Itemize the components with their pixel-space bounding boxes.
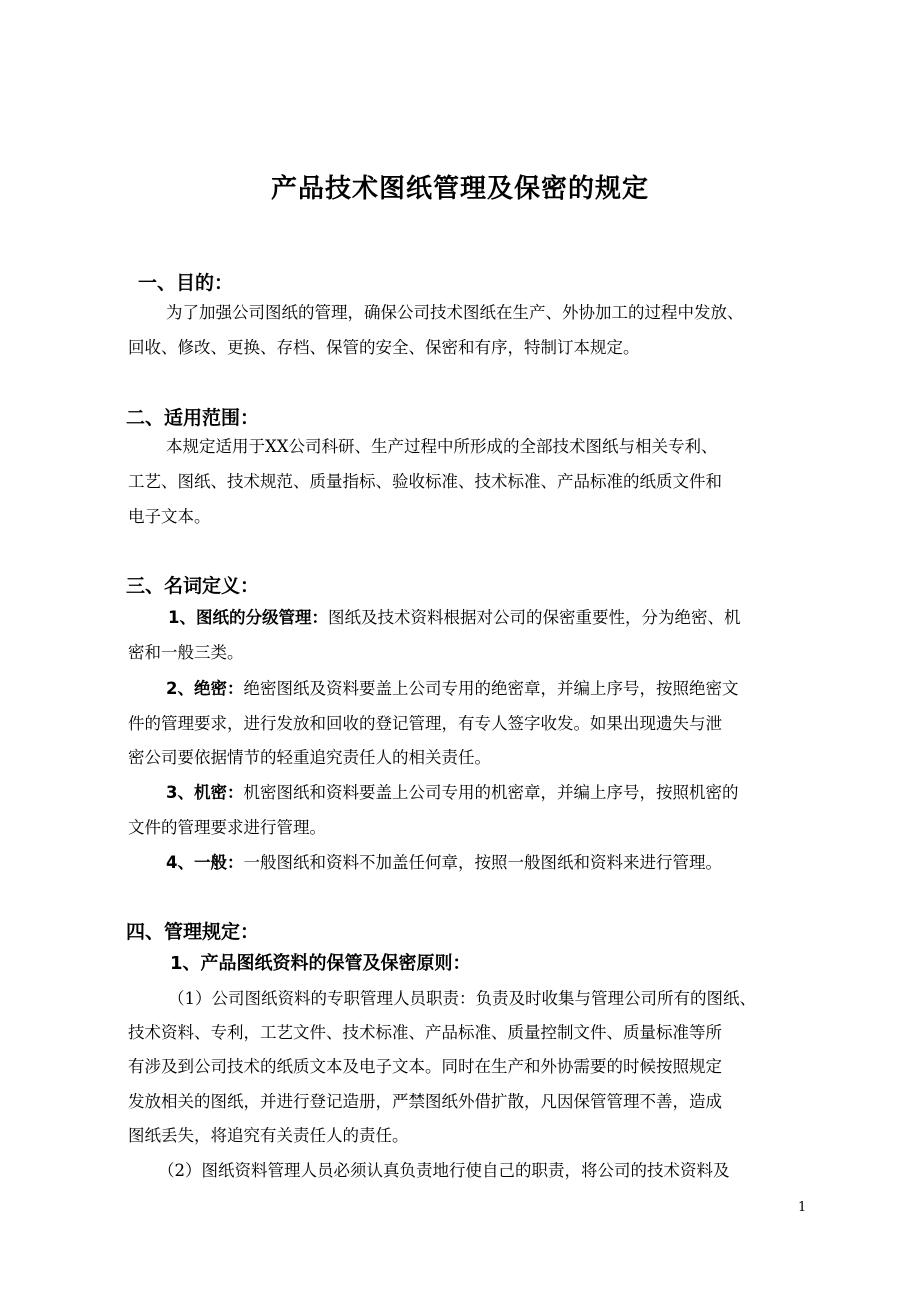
section-heading-regulations: 四、管理规定：	[126, 921, 260, 943]
paragraph-line: 有涉及到公司技术的纸质文本及电子文本。同时在生产和外协需要的时候按照规定	[128, 1057, 722, 1076]
paragraph-line: 工艺、图纸、技术规范、质量指标、验收标准、技术标准、产品标准的纸质文件和	[128, 472, 722, 491]
paragraph-line: 电子文本。	[128, 507, 211, 526]
paragraph-line: 为了加强公司图纸的管理，确保公司技术图纸在生产、外协加工的过程中发放、	[166, 303, 744, 322]
definition-text: 一般图纸和资料不加盖任何章，按照一般图纸和资料来进行管理。	[243, 853, 722, 872]
paragraph-line: （1）公司图纸资料的专职管理人员职责：负责及时收集与管理公司所有的图纸、	[168, 989, 756, 1008]
paragraph-line: 密和一般三类。	[128, 643, 244, 662]
paragraph-line: 本规定适用于XX公司科研、生产过程中所形成的全部技术图纸与相关专利、	[166, 437, 718, 456]
definition-item	[168, 607, 740, 629]
definition-item	[166, 852, 722, 874]
definition-label: 4、一般：	[166, 853, 244, 872]
definition-label: 2、绝密：	[166, 679, 244, 698]
definition-text: 绝密图纸及资料要盖上公司专用的绝密章，并编上序号，按照绝密文	[243, 679, 739, 698]
paragraph-line: 技术资料、专利，工艺文件、技术标准、产品标准、质量控制文件、质量标准等所	[128, 1023, 722, 1042]
definition-item	[166, 678, 738, 700]
paragraph-line: 图纸丢失，将追究有关责任人的责任。	[128, 1126, 409, 1145]
paragraph-line: 发放相关的图纸，并进行登记造册，严禁图纸外借扩散，凡因保管管理不善，造成	[128, 1092, 722, 1111]
paragraph-line: 密公司要依据情节的轻重追究责任人的相关责任。	[128, 748, 491, 767]
paragraph-line: 回收、修改、更换、存档、保管的安全、保密和有序，特制订本规定。	[128, 338, 640, 357]
definition-text: 机密图纸和资料要盖上公司专用的机密章，并编上序号，按照机密的	[243, 783, 739, 802]
definition-label: 1、图纸的分级管理：	[168, 608, 328, 627]
section-heading-purpose: 一、目的：	[138, 272, 234, 294]
document-title: 产品技术图纸管理及保密的规定	[270, 174, 649, 204]
definition-label: 3、机密：	[166, 783, 244, 802]
definition-text: 图纸及技术资料根据对公司的保密重要性，分为绝密、机	[327, 608, 741, 627]
section-heading-scope: 二、适用范围：	[126, 407, 260, 429]
section-heading-definitions: 三、名词定义：	[126, 575, 260, 597]
definition-item	[166, 782, 738, 804]
paragraph-line: 件的管理要求，进行发放和回收的登记管理，有专人签字收发。如果出现遗失与泄	[128, 714, 722, 733]
subsection-heading: 1、产品图纸资料的保管及保密原则：	[170, 953, 471, 974]
paragraph-line: （2）图纸资料管理人员必须认真负责地行使自己的职责，将公司的技术资料及	[158, 1161, 730, 1180]
paragraph-line: 文件的管理要求进行管理。	[128, 818, 326, 837]
page-number: 1	[798, 1200, 807, 1215]
